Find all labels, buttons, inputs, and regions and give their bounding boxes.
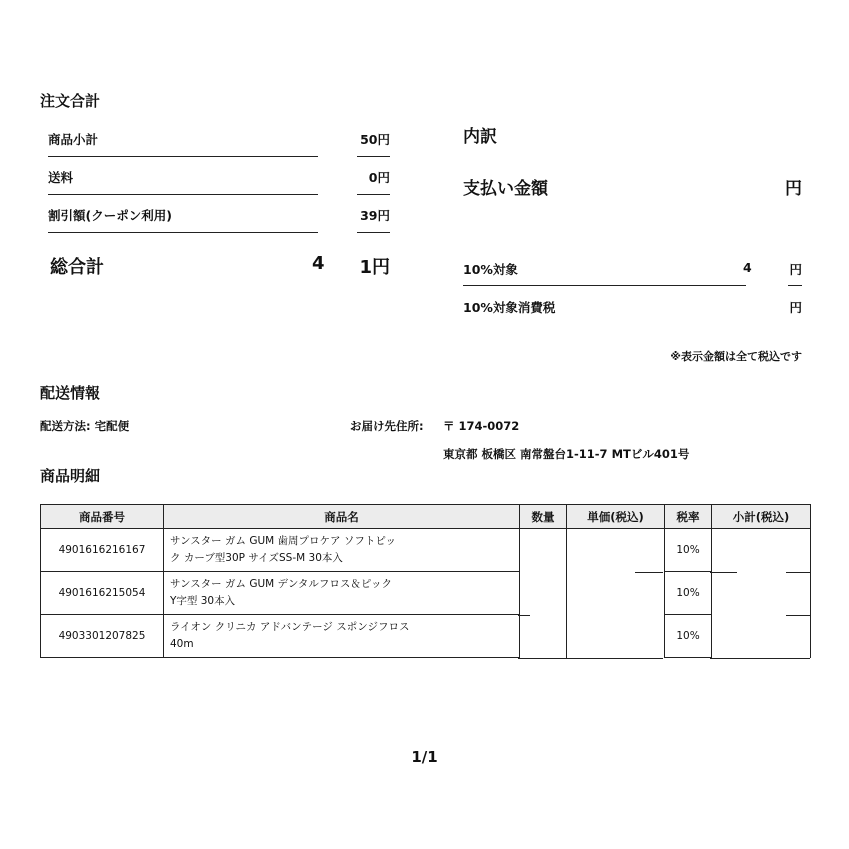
shipping-fee-label: 送料 bbox=[48, 170, 74, 185]
table-header-row bbox=[41, 505, 811, 529]
item-name-line: サンスター ガム GUM デンタルフロス＆ピック bbox=[170, 578, 393, 590]
row-separator-fragment bbox=[710, 572, 737, 573]
row-separator-fragment bbox=[786, 572, 810, 573]
item-name-line: サンスター ガム GUM 歯周プロケア ソフトピッ bbox=[170, 535, 396, 547]
quantity-cell bbox=[520, 529, 567, 658]
item-code: 4901616215054 bbox=[41, 572, 164, 615]
items-title: 商品明細 bbox=[40, 467, 101, 485]
shipping-method: 配送方法: 宅配便 bbox=[40, 419, 130, 433]
item-name bbox=[164, 615, 520, 658]
table-row bbox=[41, 615, 811, 658]
item-name-line: ライオン クリニカ アドバンテージ スポンジフロス bbox=[170, 621, 410, 633]
shipping-title: 配送情報 bbox=[40, 384, 101, 402]
item-name-line: 40m bbox=[170, 638, 194, 650]
order-total-title: 注文合計 bbox=[40, 92, 101, 110]
divider bbox=[357, 194, 390, 195]
grand-total-label: 総合計 bbox=[50, 257, 104, 278]
row-separator-fragment bbox=[786, 615, 810, 616]
tax-rate: 10% bbox=[665, 572, 712, 615]
tax10-base-value: 円 bbox=[789, 262, 802, 277]
subtotal-label: 商品小計 bbox=[48, 132, 99, 147]
items-table bbox=[40, 504, 811, 658]
unit-price-cell bbox=[567, 529, 665, 658]
item-code: 4901616216167 bbox=[41, 529, 164, 572]
table-row bbox=[41, 529, 811, 572]
table-row bbox=[41, 572, 811, 615]
divider bbox=[357, 156, 390, 157]
divider bbox=[357, 232, 390, 233]
item-name bbox=[164, 572, 520, 615]
tax10-base-fragment: 4 bbox=[743, 260, 752, 275]
postal-code: 〒 174-0072 bbox=[443, 419, 520, 433]
header-unit-price: 単価(税込) bbox=[567, 505, 665, 529]
item-name-line: ク カーブ型30P サイズSS-M 30本入 bbox=[170, 552, 343, 564]
table-bottom-edge bbox=[565, 658, 663, 659]
divider bbox=[48, 194, 318, 195]
row-separator-fragment bbox=[518, 615, 530, 616]
item-name bbox=[164, 529, 520, 572]
row-separator-fragment bbox=[635, 572, 663, 573]
header-item-code: 商品番号 bbox=[41, 505, 164, 529]
payment-value: 円 bbox=[785, 179, 802, 199]
tax10-amount-value: 円 bbox=[789, 300, 802, 315]
breakdown-title: 内訳 bbox=[463, 127, 497, 147]
discount-label: 割引額(クーポン利用) bbox=[48, 208, 172, 223]
address-label: お届け先住所: bbox=[350, 419, 424, 433]
table-bottom-edge bbox=[710, 658, 810, 659]
header-tax-rate: 税率 bbox=[665, 505, 712, 529]
subtotal-value: 50円 bbox=[360, 132, 390, 147]
header-quantity: 数量 bbox=[520, 505, 567, 529]
tax-rate: 10% bbox=[665, 529, 712, 572]
grand-total-value: 1円 bbox=[359, 257, 390, 278]
tax10-base-label: 10%対象 bbox=[463, 262, 518, 277]
shipping-address: 東京都 板橋区 南常盤台1-11-7 MTビル401号 bbox=[443, 447, 690, 461]
divider bbox=[48, 156, 318, 157]
discount-value: 39円 bbox=[360, 208, 390, 223]
subtotal-cell bbox=[712, 529, 811, 658]
divider bbox=[463, 285, 746, 286]
item-name-line: Y字型 30本入 bbox=[170, 595, 236, 607]
item-code: 4903301207825 bbox=[41, 615, 164, 658]
page-number: 1/1 bbox=[411, 748, 438, 766]
header-subtotal: 小計(税込) bbox=[712, 505, 811, 529]
grand-total-fragment: 4 bbox=[312, 253, 325, 274]
divider bbox=[788, 285, 802, 286]
tax-note: ※表示金額は全て税込です bbox=[670, 350, 802, 363]
payment-label: 支払い金額 bbox=[463, 179, 548, 199]
tax10-amount-label: 10%対象消費税 bbox=[463, 300, 556, 315]
table-bottom-edge bbox=[518, 658, 565, 659]
header-item-name: 商品名 bbox=[164, 505, 520, 529]
divider bbox=[48, 232, 318, 233]
shipping-fee-value: 0円 bbox=[368, 170, 390, 185]
tax-rate: 10% bbox=[665, 615, 712, 658]
